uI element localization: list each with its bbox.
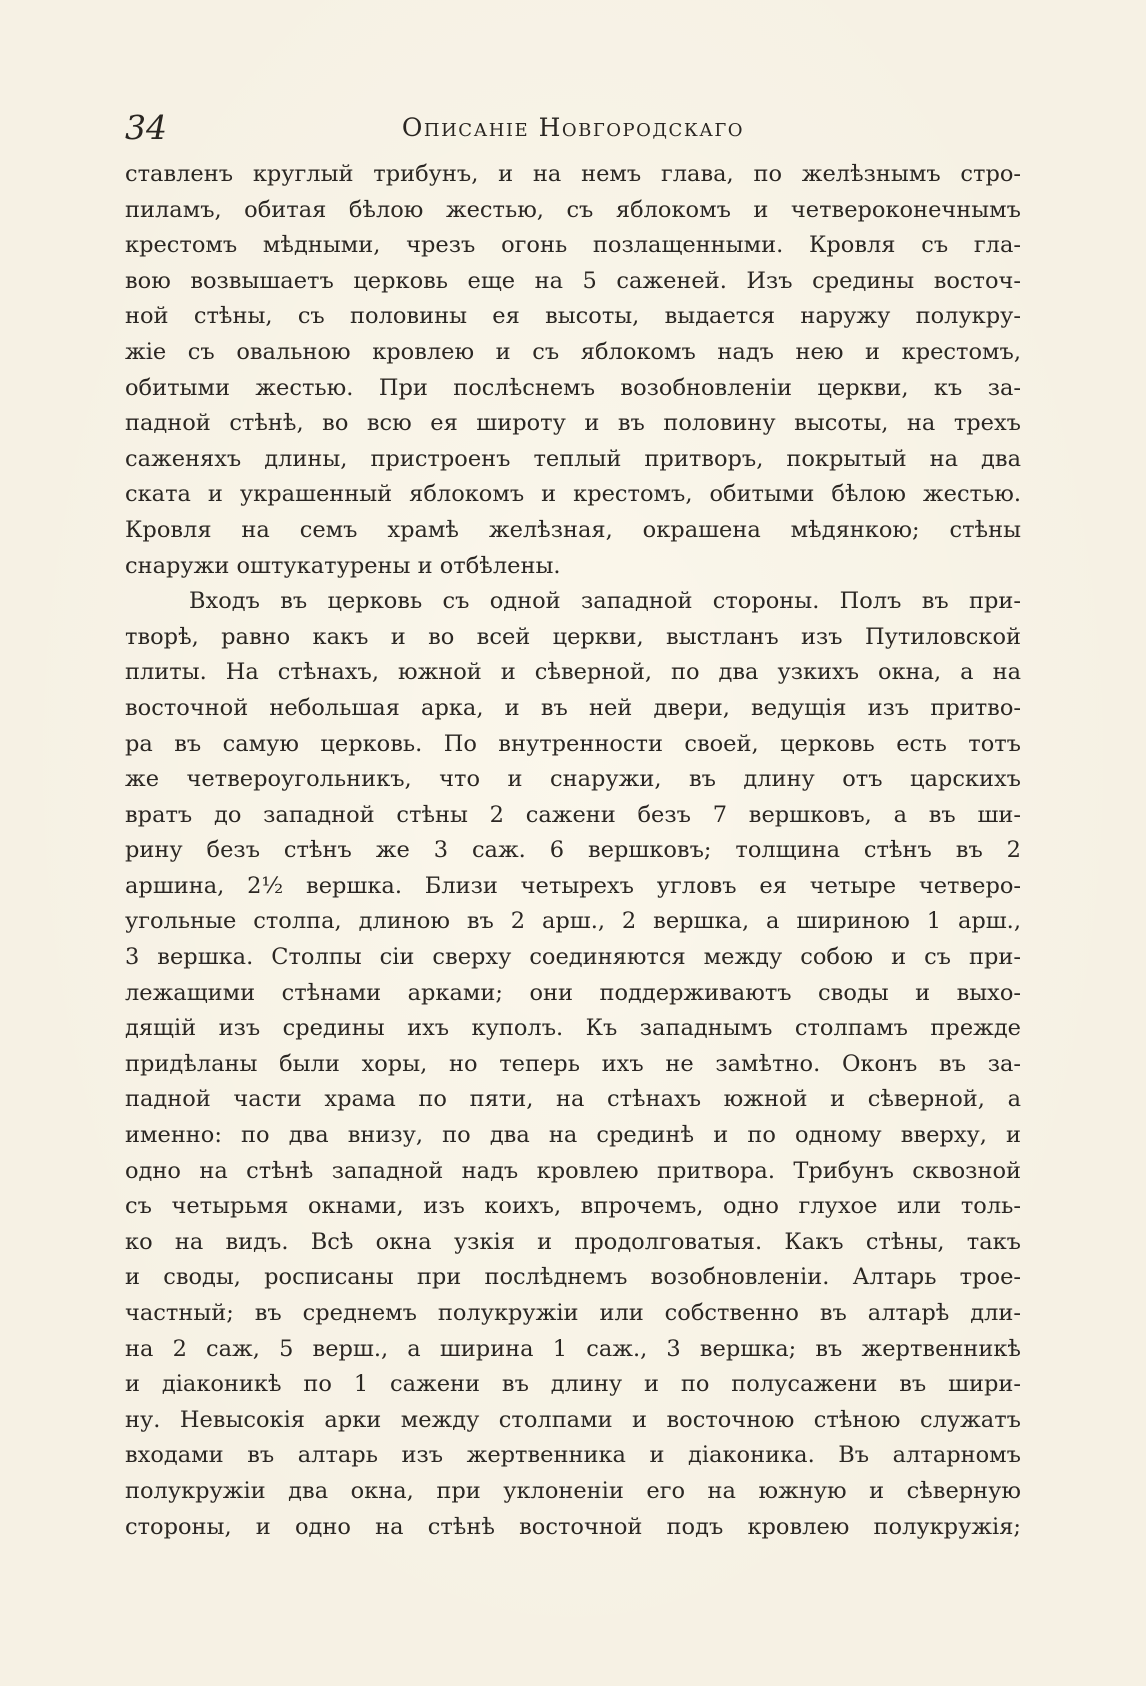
text-line: обитыми жестью. При послѣснемъ возобновленіи церкви, къ за- [125, 374, 1021, 401]
text-line: падной части храма по пяти, на стѣнахъ южной и сѣверной, а [125, 1086, 1021, 1113]
text-line: плиты. На стѣнахъ, южной и сѣверной, по два узкихъ окна, а на [125, 659, 1021, 686]
text-line: дящій изъ средины ихъ куполъ. Къ западнымъ столпамъ прежде [125, 1015, 1021, 1042]
text-line: падной стѣнѣ, во всю ея широту и въ половину высоты, на трехъ [125, 410, 1021, 437]
text-line: восточной небольшая арка, и въ ней двери, ведущія изъ притво- [125, 694, 1021, 721]
text-line: лежащими стѣнами арками; они поддерживаютъ своды и выхо- [125, 979, 1021, 1006]
text-line: стороны, и одно на стѣнѣ восточной подъ кровлею полукружія; [125, 1513, 1021, 1540]
text-line: пиламъ, обитая бѣлою жестью, съ яблокомъ и четвероконечнымъ [125, 196, 1021, 223]
text-line: ко на видъ. Всѣ окна узкія и продолговатыя. Какъ стѣны, такъ [125, 1228, 1021, 1255]
text-line: и своды, росписаны при послѣднемъ возобновленіи. Алтарь трое- [125, 1264, 1021, 1291]
text-line: входами въ алтарь изъ жертвенника и діаконика. Въ алтарномъ [125, 1442, 1021, 1469]
text-line: рину безъ стѣнъ же 3 саж. 6 вершковъ; толщина стѣнъ въ 2 [125, 837, 1021, 864]
text-line: одно на стѣнѣ западной надъ кровлею притвора. Трибунъ сквозной [125, 1157, 1021, 1184]
text-line: 3 вершка. Столпы сіи сверху соединяются между собою и съ при- [125, 944, 1021, 971]
text-line: творѣ, равно какъ и во всей церкви, выстланъ изъ Путиловской [125, 623, 1021, 650]
text-line: вою возвышаетъ церковь еще на 5 саженей. Изъ средины восточ- [125, 267, 1021, 294]
text-line: крестомъ мѣдными, чрезъ огонь позлащенными. Кровля съ гла- [125, 232, 1021, 259]
text-line: жіе съ овальною кровлею и съ яблокомъ надъ нею и крестомъ, [125, 338, 1021, 365]
text-line: съ четырьмя окнами, изъ коихъ, впрочемъ, одно глухое или толь- [125, 1193, 1021, 1220]
text-line: придѣланы были хоры, но теперь ихъ не замѣтно. Оконъ въ за- [125, 1050, 1021, 1077]
text-line: Кровля на семъ храмѣ желѣзная, окрашена мѣдянкою; стѣны [125, 516, 1021, 543]
text-line: полукружіи два окна, при уклоненіи его на южную и сѣверную [125, 1477, 1021, 1504]
body-text [125, 157, 1021, 1545]
text-line: и діаконикѣ по 1 сажени въ длину и по полусажени въ шири- [125, 1371, 1021, 1398]
text-line: именно: по два внизу, по два на срединѣ и по одному вверху, и [125, 1122, 1021, 1149]
text-line: саженяхъ длины, пристроенъ теплый притворъ, покрытый на два [125, 445, 1021, 472]
text-line: угольные столпа, длиною въ 2 арш., 2 вершка, а шириною 1 арш., [125, 908, 1021, 935]
text-line: аршина, 2½ вершка. Близи четырехъ угловъ ея четыре четверо- [125, 872, 1021, 899]
text-line: ската и украшенный яблокомъ и крестомъ, обитыми бѣлою жестью. [125, 481, 1021, 508]
text-line: же четвероугольникъ, что и снаружи, въ длину отъ царскихъ [125, 766, 1021, 793]
text-line-paragraph-start: Входъ въ церковь съ одной западной стороны. Полъ въ при- [189, 588, 1021, 615]
text-line: ну. Невысокія арки между столпами и восточною стѣною служатъ [125, 1406, 1021, 1433]
page-number: 34 [125, 108, 167, 147]
text-line-paragraph-end: снаружи оштукатурены и отбѣлены. [125, 552, 561, 579]
text-line: ра въ самую церковь. По внутренности своей, церковь есть тотъ [125, 730, 1021, 757]
text-line: ставленъ круглый трибунъ, и на немъ глава, по желѣзнымъ стро- [125, 161, 1021, 187]
text-line: на 2 саж, 5 верш., а ширина 1 саж., 3 вершка; въ жертвенникѣ [125, 1335, 1021, 1362]
text-line: ной стѣны, съ половины ея высоты, выдается наружу полукру- [125, 303, 1021, 330]
text-line: вратъ до западной стѣны 2 сажени безъ 7 вершковъ, а въ ши- [125, 801, 1021, 828]
page-header [125, 108, 1021, 148]
running-title: Описаніе Новгородскаго [401, 113, 745, 142]
text-line: частный; въ среднемъ полукружіи или собственно въ алтарѣ дли- [125, 1300, 1021, 1326]
